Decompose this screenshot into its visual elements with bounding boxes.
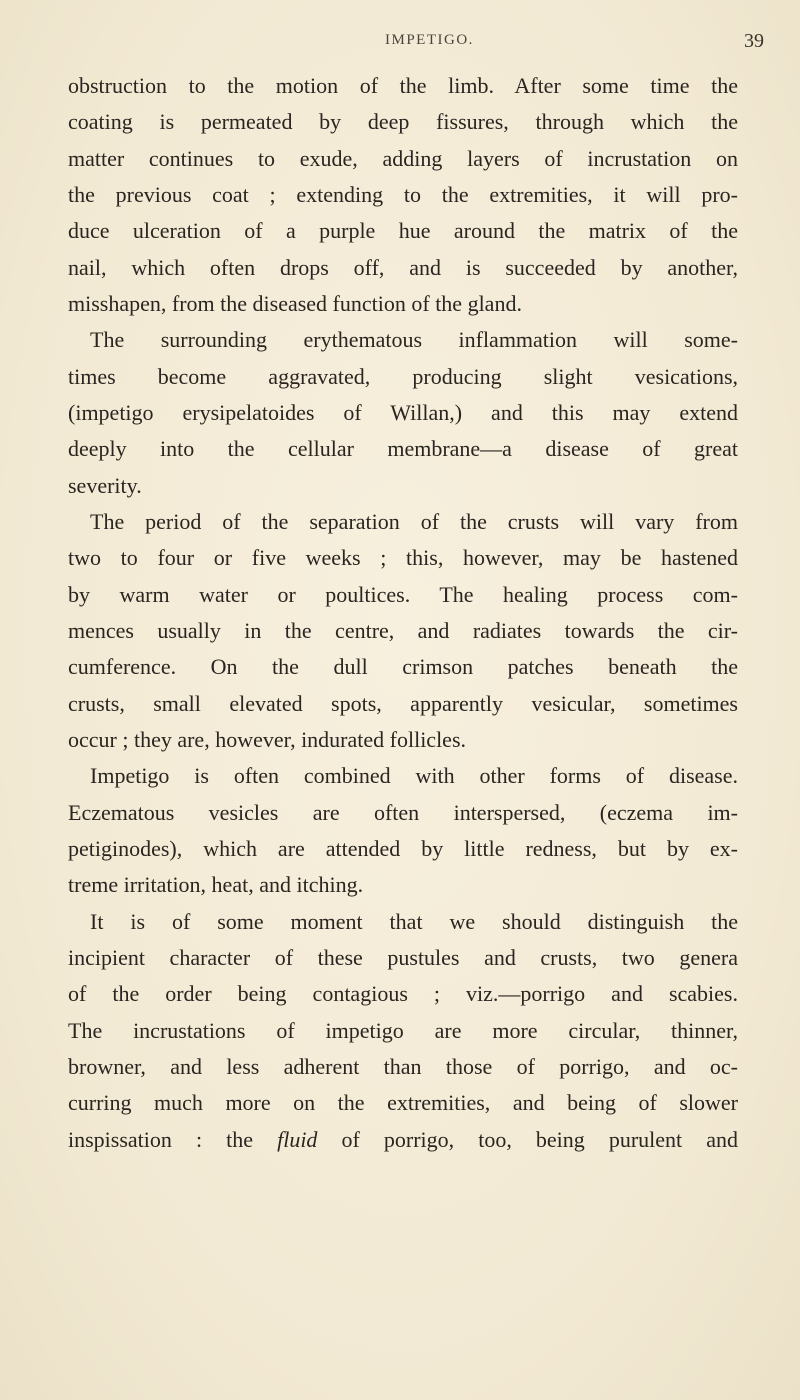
text-line: crusts, small elevated spots, apparently vesicular, sometimes [68,690,738,716]
text-line: mences usually in the centre, and radiates towards the cir- [68,617,738,643]
text-line: severity. [68,472,142,498]
text-line: petiginodes), which are attended by little redness, but by ex- [68,835,738,861]
text-line: occur ; they are, however, indurated follicles. [68,726,467,752]
text-line: Eczematous vesicles are often interspersed, (eczema im- [68,799,738,825]
text-line: deeply into the cellular membrane—a disease of great [68,436,738,462]
text-line: incipient character of these pustules and crusts, two genera [68,944,738,970]
text-line: two to four or five weeks ; this, however, may be hastened [68,545,738,571]
page-number: 39 [744,30,764,52]
text-line: coating is permeated by deep fissures, through which the [68,109,738,135]
text-line: The period of the separation of the crusts will vary from [90,508,738,534]
text-line: of the order being contagious ; viz.—porrigo and scabies. [68,981,738,1007]
text-line: browner, and less adherent than those of porrigo, and oc- [68,1053,738,1079]
text-line: cumference. On the dull crimson patches beneath the [68,654,738,680]
text-line: treme irritation, heat, and itching. [68,872,364,898]
running-head [0,30,800,60]
text-line: (impetigo erysipelatoides of Willan,) and this may extend [68,399,738,425]
text-line: obstruction to the motion of the limb. After some time the [68,73,738,98]
text-line: Impetigo is often combined with other forms of disease. [90,763,738,789]
text-line: by warm water or poultices. The healing process com- [68,581,738,607]
text-line: matter continues to exude, adding layers of incrustation on [68,145,738,171]
text-line: misshapen, from the diseased function of the gland. [68,290,522,316]
text-line: It is of some moment that we should distinguish the [90,908,738,934]
running-title: IMPETIGO. [385,32,474,48]
text-line: The surrounding erythematous inflammation will some- [90,327,738,353]
text-line: duce ulceration of a purple hue around the matrix of the [68,218,738,244]
text-line: nail, which often drops off, and is succeeded by another, [68,254,738,280]
text-line: The incrustations of impetigo are more circular, thinner, [68,1017,738,1043]
text-line: the previous coat ; extending to the extremities, it will pro- [68,181,738,207]
text-line: curring much more on the extremities, and being of slower [68,1090,738,1116]
italic-word: fluid [277,1126,318,1152]
text-line: times become aggravated, producing slight vesications, [68,363,738,389]
text-line: inspissation : the fluid of porrigo, too, being purulent and [68,1126,738,1152]
body-text [68,68,738,1158]
